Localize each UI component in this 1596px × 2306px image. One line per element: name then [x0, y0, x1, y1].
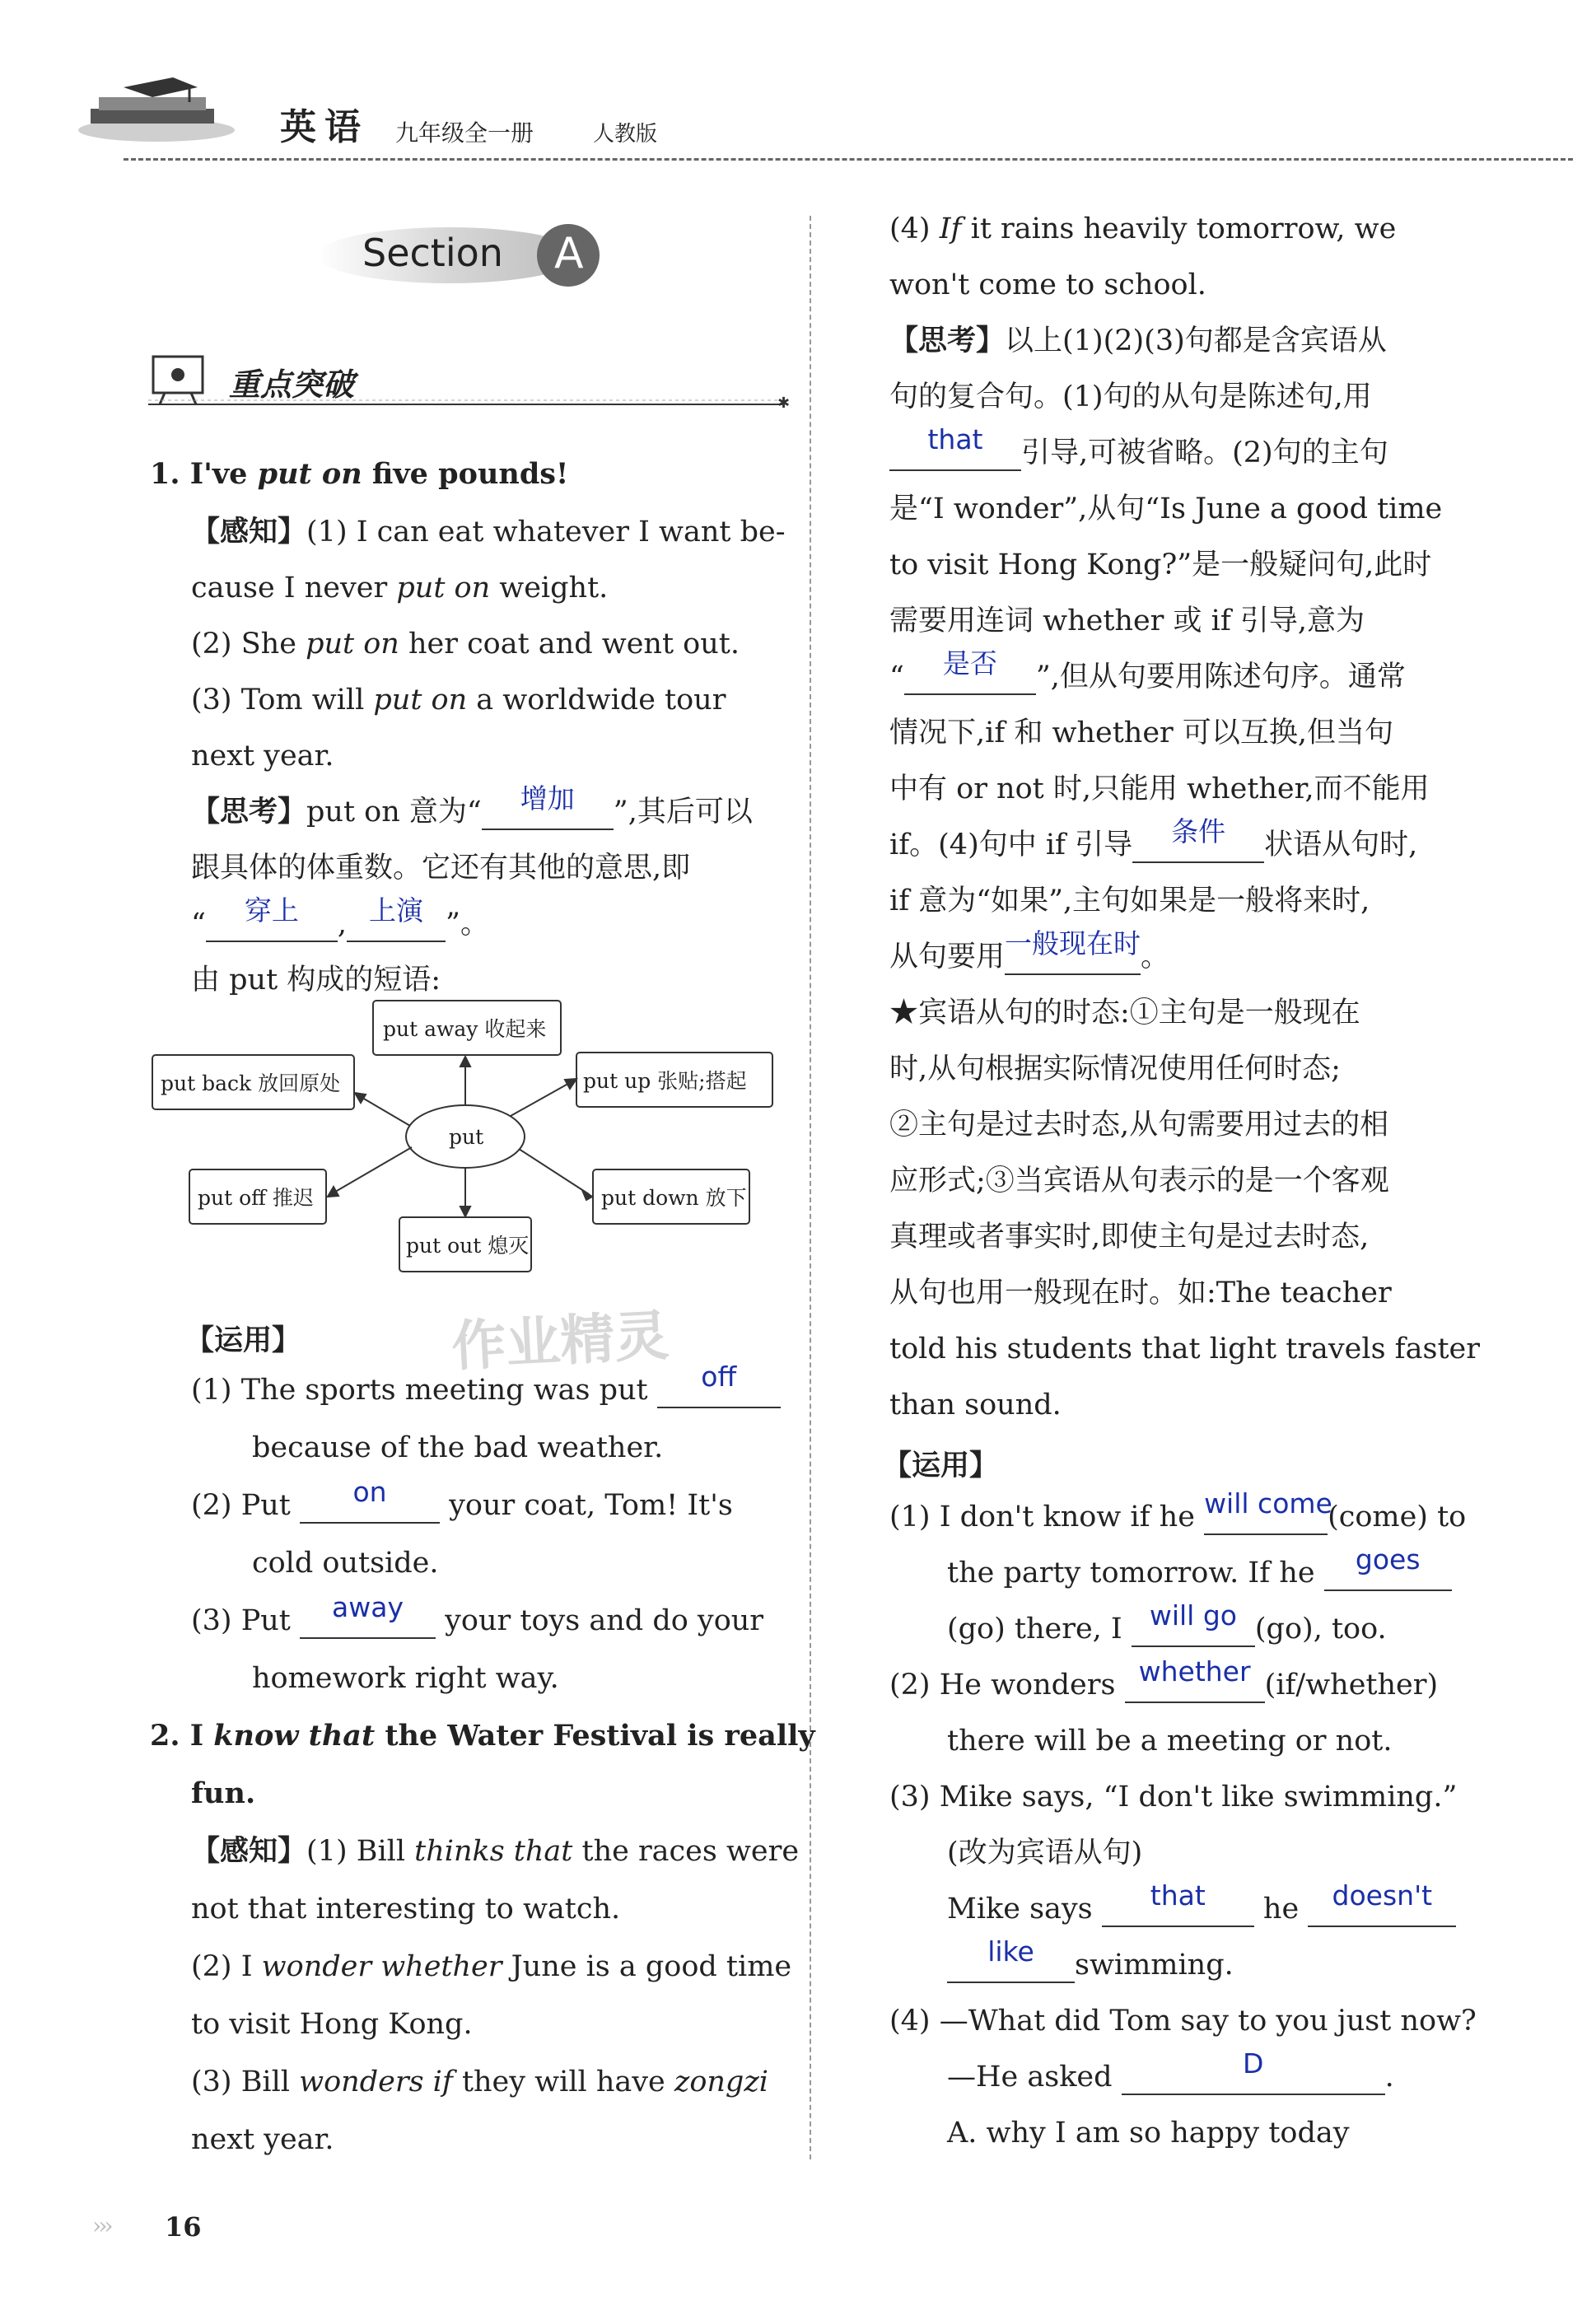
- exercise-1b: because of the bad weather.: [252, 1431, 664, 1464]
- answer-text: 上演: [369, 894, 424, 927]
- answer-text: on: [352, 1476, 387, 1508]
- text: 以上(1)(2)(3)句都是含宾语从: [1005, 324, 1387, 357]
- text: cause I never: [191, 572, 388, 605]
- r-question-2b: there will be a meeting or not.: [947, 1725, 1393, 1758]
- item2-ganzhi: [191, 1835, 799, 1868]
- answer-text: like: [987, 1935, 1034, 1968]
- r-sikao-5: to visit Hong Kong?”是一般疑问句,此时: [889, 548, 1432, 581]
- diagram-arrow-off: [331, 1147, 412, 1194]
- diagram-label-off: put off 推迟: [198, 1186, 314, 1210]
- phrase-intro: 由 put 构成的短语:: [191, 964, 441, 997]
- answer-text: whether: [1138, 1655, 1251, 1687]
- answer-blank[interactable]: [904, 647, 1036, 695]
- r-question-4: (4) —What did Tom say to you just now?: [889, 2005, 1477, 2038]
- text: zongzi: [674, 2066, 768, 2098]
- r-question-3d: [947, 1935, 1234, 1983]
- answer-text: D: [1242, 2047, 1264, 2080]
- answer-text: away: [332, 1591, 404, 1623]
- answer-blank[interactable]: [889, 423, 1021, 471]
- exercise-2b: cold outside.: [252, 1547, 439, 1580]
- text: if。(4)句中 if 引导: [889, 829, 1133, 861]
- header-subject: 英语: [280, 106, 369, 148]
- r-question-1: [889, 1487, 1467, 1535]
- answer-blank[interactable]: [1132, 1599, 1255, 1647]
- item1-sikao-3: [191, 894, 489, 942]
- r-question-2: [889, 1655, 1439, 1703]
- answer-text: off: [701, 1361, 737, 1393]
- answer-text: that: [927, 423, 983, 455]
- r-sikao-7: [889, 647, 1406, 695]
- answer-blank[interactable]: [1005, 927, 1141, 975]
- page-number: 16: [165, 2211, 202, 2243]
- text: (come) to: [1328, 1501, 1467, 1533]
- r-sikao-1: [889, 324, 1387, 357]
- diagram-arrow-up: [511, 1081, 572, 1116]
- diagram-label-down: put down 放下: [601, 1186, 747, 1210]
- text: wonders if: [299, 2066, 453, 2098]
- answer-blank[interactable]: [1204, 1487, 1332, 1535]
- text: (go) there, I: [947, 1613, 1122, 1645]
- answer-blank[interactable]: [1122, 2047, 1385, 2095]
- diagram-label-out: put out 熄灭: [406, 1234, 530, 1258]
- sikao-label: 【思考】: [889, 324, 1006, 357]
- ganzhi-label: 【感知】: [191, 515, 307, 548]
- text: (3) Bill: [191, 2066, 291, 2098]
- item2-number: 2.: [150, 1719, 180, 1753]
- exercise-3b: homework right way.: [252, 1662, 559, 1695]
- text: (3) Tom will: [191, 684, 365, 717]
- item2-title: [150, 1720, 815, 1753]
- tense-note-6: 从句也用一般现在时。如:The teacher: [889, 1277, 1392, 1309]
- text: the races were: [581, 1835, 800, 1868]
- tense-note-3: ②主句是过去时态,从句需要用过去的相: [889, 1109, 1389, 1141]
- answer-blank[interactable]: [1308, 1879, 1456, 1927]
- header-divider: [124, 158, 1573, 161]
- answer-blank[interactable]: [1125, 1655, 1265, 1703]
- text: (2) She: [191, 628, 296, 661]
- r-sikao-10: [889, 815, 1418, 863]
- text: (go), too.: [1254, 1613, 1387, 1645]
- ganzhi-label: 【感知】: [191, 1834, 307, 1868]
- text: ”。: [446, 908, 489, 941]
- r-question-3: (3) Mike says, “I don't like swimming.”: [889, 1781, 1458, 1814]
- section-heading: 重点突破: [229, 366, 355, 403]
- svg-text:✱: ✱: [777, 394, 791, 408]
- answer-text: will come: [1204, 1487, 1332, 1519]
- diagram-label-up: put up 张贴;搭起: [583, 1069, 747, 1093]
- text: 从句要用: [889, 941, 1006, 973]
- text: he: [1262, 1893, 1300, 1926]
- text: (1) I don't know if he: [889, 1501, 1195, 1533]
- text: the Water Festival is really: [385, 1719, 815, 1753]
- item1-sentence-1: (1) I can eat whatever I want be-: [306, 516, 786, 548]
- item1-sikao: [191, 782, 753, 830]
- tense-note-4: 应形式;③当宾语从句表示的是一个客观: [889, 1165, 1389, 1197]
- answer-blank[interactable]: [206, 894, 338, 942]
- text: ,: [337, 908, 348, 941]
- item2-title-2: fun.: [191, 1776, 256, 1810]
- text: “: [889, 661, 904, 693]
- r-question-4b: [947, 2047, 1394, 2095]
- item2-sentence-2: [191, 1950, 791, 1983]
- text: (2) I: [191, 1950, 253, 1983]
- text: 。: [1141, 941, 1170, 973]
- text: it rains heavily tomorrow, we: [970, 212, 1397, 245]
- yunyong-label-left: 【运用】: [185, 1323, 301, 1357]
- text: wonder whether: [261, 1950, 502, 1983]
- r-sikao-8: 情况下,if 和 whether 可以互换,但当句: [889, 717, 1394, 749]
- section-badge-label: [362, 231, 503, 275]
- text: know that: [213, 1719, 376, 1753]
- text: “: [191, 908, 206, 941]
- text: put on: [396, 572, 491, 605]
- answer-blank[interactable]: [347, 894, 446, 942]
- text: 状语从句时,: [1264, 829, 1418, 861]
- item1-sentence-3b: next year.: [191, 740, 334, 773]
- text: your toys and do your: [445, 1604, 764, 1637]
- section-letter: A: [554, 229, 584, 278]
- answer-text: goes: [1355, 1543, 1421, 1575]
- answer-blank[interactable]: [1102, 1879, 1254, 1927]
- text: her coat and went out.: [408, 628, 740, 661]
- text: a worldwide tour: [476, 684, 726, 717]
- tense-note-8: than sound.: [889, 1389, 1062, 1421]
- diagram-arrow-back: [358, 1095, 410, 1126]
- header-edition: 人教版: [593, 122, 658, 147]
- option-a: A. why I am so happy today: [947, 2117, 1350, 2150]
- tense-note-5: 真理或者事实时,即使主句是过去时态,: [889, 1221, 1370, 1253]
- answer-blank[interactable]: [300, 1591, 436, 1639]
- section-label: Section: [362, 231, 503, 275]
- header-grade: 九年级全一册: [395, 119, 534, 147]
- text: thinks that: [414, 1835, 573, 1868]
- r-sikao-12: [889, 927, 1170, 975]
- text: (4): [889, 212, 931, 245]
- text: put on: [373, 684, 468, 717]
- answer-text: doesn't: [1332, 1879, 1433, 1912]
- text: (1) Bill: [306, 1835, 406, 1868]
- text: (3) Put: [191, 1604, 291, 1637]
- r-sikao-2: 句的复合句。(1)句的从句是陈述句,用: [889, 380, 1372, 413]
- column-divider: [810, 216, 811, 2159]
- answer-text: 是否: [942, 647, 997, 679]
- item1-title: [150, 458, 568, 491]
- answer-text: 穿上: [244, 894, 299, 927]
- text: —He asked: [947, 2061, 1113, 2094]
- item2-sentence-3: [191, 2066, 768, 2098]
- text: If: [939, 212, 962, 245]
- answer-text: will go: [1149, 1599, 1237, 1631]
- item2-sentence-3b: next year.: [191, 2123, 334, 2156]
- diagram-center-label: put: [449, 1125, 484, 1149]
- text: ”,但从句要用陈述句序。通常: [1035, 661, 1406, 693]
- answer-blank[interactable]: [1132, 815, 1264, 863]
- tense-note-1: ★宾语从句的时态:①主句是一般现在: [889, 997, 1360, 1029]
- r-sikao-3: [889, 423, 1388, 471]
- watermark: 作业精灵: [450, 1304, 671, 1379]
- text: (if/whether): [1264, 1669, 1439, 1701]
- answer-blank[interactable]: [300, 1476, 440, 1524]
- answer-text: 条件: [1171, 815, 1226, 847]
- r-sikao-4: 是“I wonder”,从句“Is June a good time: [889, 492, 1443, 525]
- text: 引导,可被省略。(2)句的主句: [1021, 436, 1388, 469]
- r-question-3c: [947, 1879, 1456, 1927]
- tense-note-2: 时,从句根据实际情况使用任何时态;: [889, 1053, 1341, 1085]
- text: the party tomorrow. If he: [947, 1557, 1315, 1589]
- header-books-logo: [74, 72, 239, 147]
- tense-note-7: told his students that light travels faster: [889, 1333, 1480, 1365]
- r-sikao-6: 需要用连词 whether 或 if 引导,意为: [889, 605, 1365, 637]
- r-sikao-9: 中有 or not 时,只能用 whether,而不能用: [889, 773, 1430, 805]
- r-sikao-11: if 意为“如果”,主句如果是一般将来时,: [889, 885, 1370, 917]
- put-phrases-diagram: [148, 984, 782, 1289]
- text: (1) The sports meeting was put: [191, 1374, 648, 1407]
- yunyong-label-right: 【运用】: [883, 1449, 999, 1482]
- item1-sentence-2: [191, 628, 740, 661]
- answer-text: that: [1150, 1879, 1206, 1912]
- answer-blank[interactable]: [482, 782, 614, 830]
- diagram-label-away: put away 收起来: [383, 1017, 547, 1041]
- page-arrows-icon: ›››: [92, 2212, 110, 2239]
- exercise-2: [191, 1476, 733, 1524]
- text: June is a good time: [511, 1950, 792, 1983]
- item1-sentence-3: [191, 684, 726, 717]
- answer-text: 一般现在时: [1005, 927, 1141, 959]
- exercise-3: [191, 1591, 764, 1639]
- exercise-1: [191, 1361, 781, 1408]
- r-sentence-4: [889, 212, 1396, 245]
- item1-title-pre: I've: [189, 457, 248, 491]
- r-question-1c: [947, 1599, 1387, 1647]
- item1-ganzhi-1b: [191, 572, 608, 605]
- diagram-label-back: put back 放回原处: [161, 1071, 341, 1095]
- text: swimming.: [1075, 1949, 1234, 1982]
- answer-blank[interactable]: [657, 1361, 781, 1408]
- r-question-3b: (改为宾语从句): [947, 1837, 1143, 1870]
- answer-blank[interactable]: [1324, 1543, 1452, 1591]
- item1-title-post: five pounds!: [371, 457, 569, 491]
- text: put on: [306, 628, 399, 661]
- text: (2) Put: [191, 1489, 291, 1522]
- text: Mike says: [947, 1893, 1093, 1926]
- text: your coat, Tom! It's: [449, 1489, 733, 1522]
- text: put on 意为“: [306, 796, 482, 829]
- item2-sentence-1b: not that interesting to watch.: [191, 1893, 621, 1926]
- text: .: [1384, 2061, 1394, 2094]
- answer-blank[interactable]: [947, 1935, 1075, 1983]
- item1-number: 1.: [150, 457, 180, 491]
- text: they will have: [461, 2066, 665, 2098]
- diagram-arrow-down: [519, 1149, 589, 1194]
- item1-title-phrase: put on: [257, 457, 362, 491]
- sikao-label: 【思考】: [191, 795, 307, 829]
- item1-ganzhi-1: [191, 516, 786, 548]
- r-sentence-4b: won't come to school.: [889, 268, 1206, 301]
- answer-text: 增加: [520, 782, 575, 815]
- text: weight.: [499, 572, 609, 605]
- text: ”,其后可以: [613, 796, 753, 829]
- text: I: [189, 1719, 204, 1753]
- item2-sentence-2b: to visit Hong Kong.: [191, 2008, 473, 2041]
- item1-sikao-2: 跟具体的体重数。它还有其他的意思,即: [191, 852, 691, 885]
- text: (2) He wonders: [889, 1669, 1116, 1701]
- r-question-1b: [947, 1543, 1452, 1591]
